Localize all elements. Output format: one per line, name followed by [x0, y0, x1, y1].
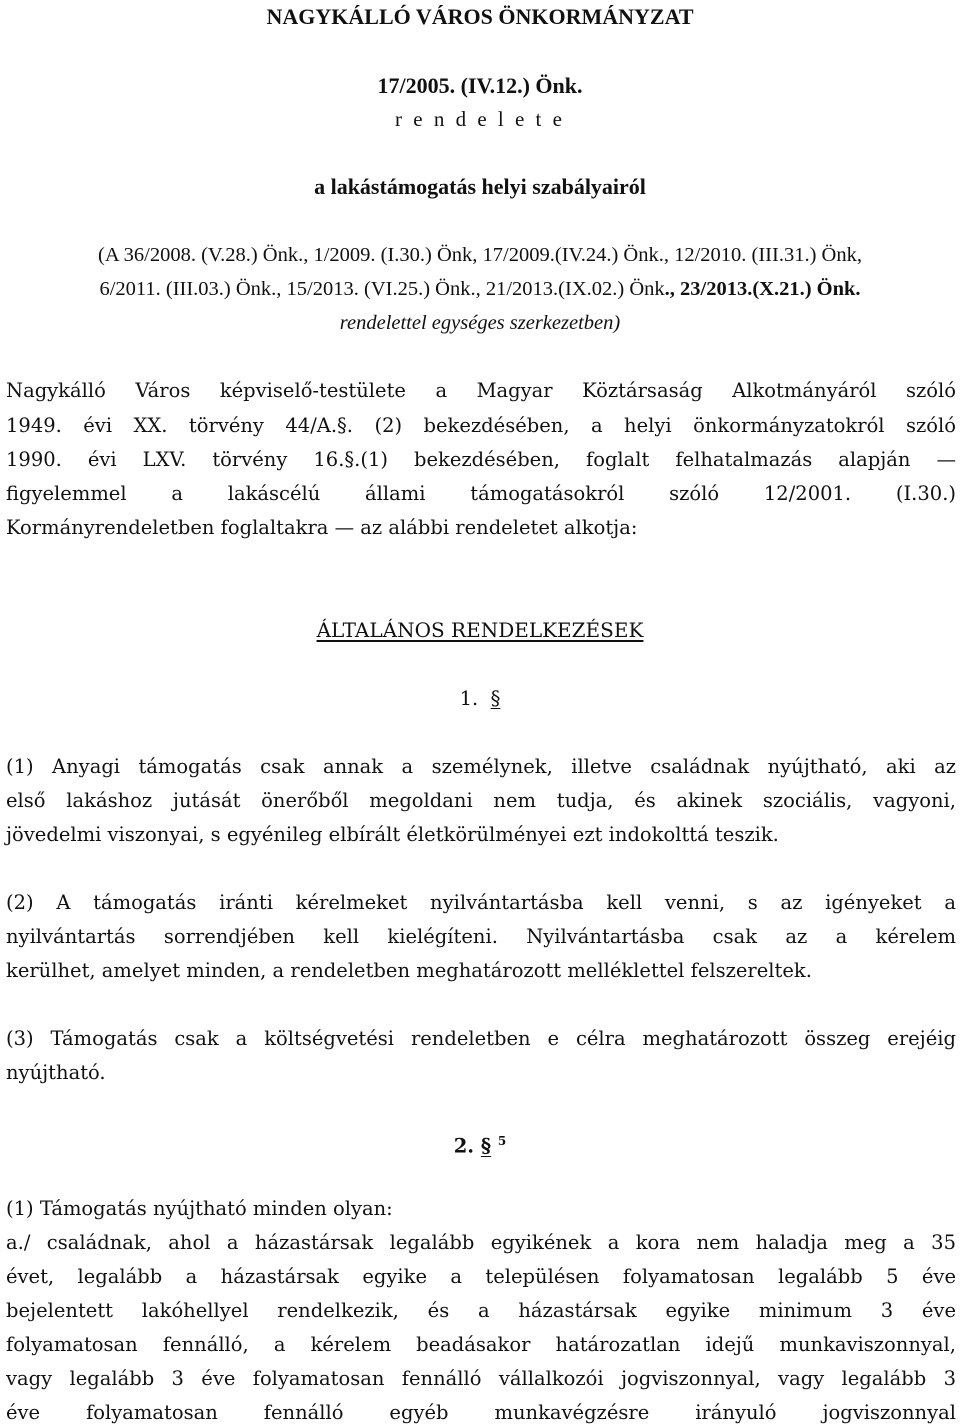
amendments-line-2: 6/2011. (III.03.) Önk., 15/2013. (VI.25.) Önk., 21/2013.(IX.02.) Önk., 23/2013.(X.21.) Önk. [99, 278, 861, 300]
footnote-ref: 5 [497, 1134, 507, 1148]
paragraph-2-heading [0, 1126, 960, 1162]
preamble-line: figyelemmel a lakáscélú állami támogatásokról szóló 12/2001. (I.30.) [6, 482, 956, 505]
p1-1-line: (1) Anyagi támogatás csak annak a személynek, illetve családnak nyújtható, aki az [6, 755, 956, 778]
p1-2-line: (2) A támogatás iránti kérelmeket nyilvántartásba kell venni, s az igényeket a [6, 891, 956, 914]
p2-a-line: vagy legalább 3 éve folyamatosan fennálló vállalkozói jogviszonnyal, vagy legalább 3 [6, 1367, 956, 1390]
preamble-line: Kormányrendeletben foglaltakra — az alábbi rendeletet alkotja: [6, 516, 638, 539]
section-sign: § [480, 1134, 492, 1158]
paragraph-number: 1. [459, 687, 479, 710]
preamble-line: 1990. évi LXV. törvény 16.§.(1) bekezdésében, foglalt felhatalmazás alapján — [6, 448, 956, 471]
p1-1-line: jövedelmi viszonyai, s egyénileg elbírált életkörülményei ezt indokolttá teszik. [6, 823, 779, 846]
decree-subject: a lakástámogatás helyi szabályairól [314, 174, 646, 199]
p2-a-line: éve folyamatosan fennálló egyéb munkavégzésre irányuló jogviszonnyal [6, 1401, 956, 1424]
p2-a-line: évet, legalább a házastársak egyike a településen folyamatosan legalább 5 éve [6, 1265, 956, 1288]
p1-2-line: nyilvántartás sorrendjében kell kielégíteni. Nyilvántartásba csak az a kérelem [6, 925, 956, 948]
section-sign: § [490, 687, 501, 710]
authority-title: NAGYKÁLLÓ VÁROS ÖNKORMÁNYZAT [266, 4, 694, 29]
p1-1-line: első lakáshoz jutását önerőből megoldani nem tudja, és akinek szociális, vagyoni, [6, 789, 956, 812]
paragraph-1-heading [0, 684, 960, 714]
paragraph-number: 2. [453, 1134, 475, 1158]
amendments-line-1: (A 36/2008. (V.28.) Önk., 1/2009. (I.30.) Önk, 17/2009.(IV.24.) Önk., 12/2010. (III.31.) Önk, [98, 244, 862, 266]
section-heading: ÁLTALÁNOS RENDELKEZÉSEK [316, 618, 644, 642]
p1-3-line: nyújtható. [6, 1061, 106, 1084]
p2-1-line: (1) Támogatás nyújtható minden olyan: [6, 1197, 393, 1220]
p2-a-line: folyamatosan fennálló, a kérelem beadásakor határozatlan idejű munkaviszonnyal, [6, 1333, 956, 1356]
p2-a-line: a./ családnak, ahol a házastársak legalább egyikének a kora nem haladja meg a 35 [6, 1231, 956, 1254]
p2-a-line: bejelentett lakóhellyel rendelkezik, és a házastársak egyike minimum 3 éve [6, 1299, 956, 1322]
amendments-line-3: rendelettel egységes szerkezetben) [339, 312, 621, 334]
preamble-line: 1949. évi XX. törvény 44/A.§. (2) bekezdésében, a helyi önkormányzatokról szóló [6, 414, 956, 437]
decree-number: 17/2005. (IV.12.) Önk. [377, 73, 583, 98]
p1-3-line: (3) Támogatás csak a költségvetési rendeletben e célra meghatározott összeg erejéig [6, 1027, 956, 1050]
p1-2-line: kerülhet, amelyet minden, a rendeletben meghatározott melléklettel felszereltek. [6, 959, 812, 982]
preamble-line: Nagykálló Város képviselő-testülete a Magyar Köztársaság Alkotmányáról szóló [6, 379, 956, 402]
decree-type: r e n d e l e t e [395, 107, 565, 131]
